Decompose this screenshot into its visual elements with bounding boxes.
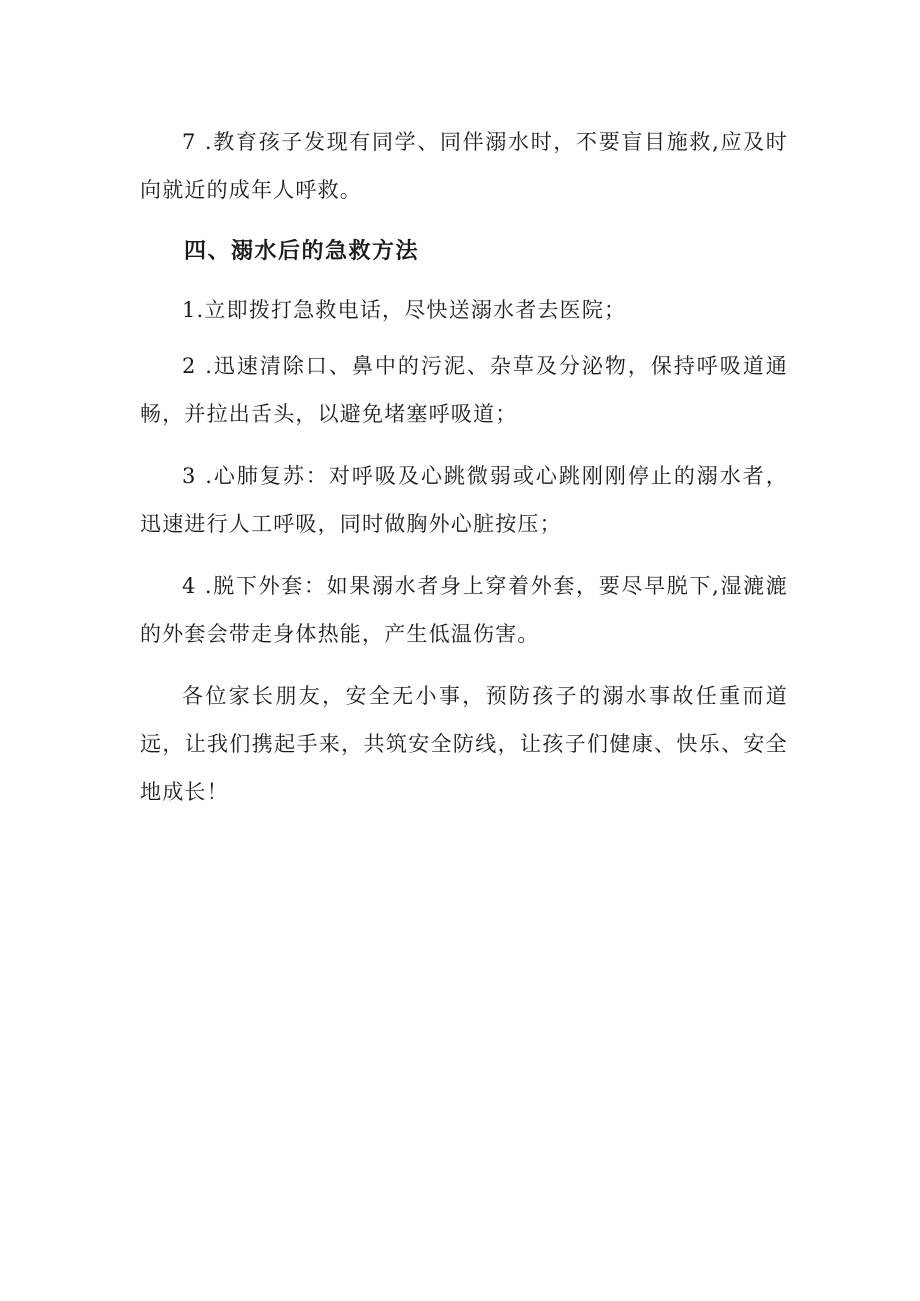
paragraph-item-7: 7 .教育孩子发现有同学、同伴溺水时，不要盲目施救,应及时向就近的成年人呼救。 bbox=[140, 130, 788, 202]
document-body bbox=[140, 118, 788, 830]
first-aid-step-4: 4 .脱下外套：如果溺水者身上穿着外套，要尽早脱下,湿漉漉的外套会带走身体热能，产生低温伤害。 bbox=[140, 574, 788, 646]
first-aid-step-2: 2 .迅速清除口、鼻中的污泥、杂草及分泌物，保持呼吸道通畅，并拉出舌头，以避免堵塞呼吸道； bbox=[140, 354, 788, 426]
first-aid-step-1: 1.立即拨打急救电话，尽快送溺水者去医院； bbox=[182, 298, 627, 322]
closing-paragraph: 各位家长朋友，安全无小事，预防孩子的溺水事故任重而道远，让我们携起手来，共筑安全防线，让孩子们健康、快乐、安全地成长！ bbox=[140, 684, 788, 804]
section-heading-first-aid: 四、溺水后的急救方法 bbox=[184, 239, 420, 264]
first-aid-step-3: 3 .心肺复苏：对呼吸及心跳微弱或心跳刚刚停止的溺水者，迅速进行人工呼吸，同时做胸外心脏按压； bbox=[140, 464, 788, 536]
